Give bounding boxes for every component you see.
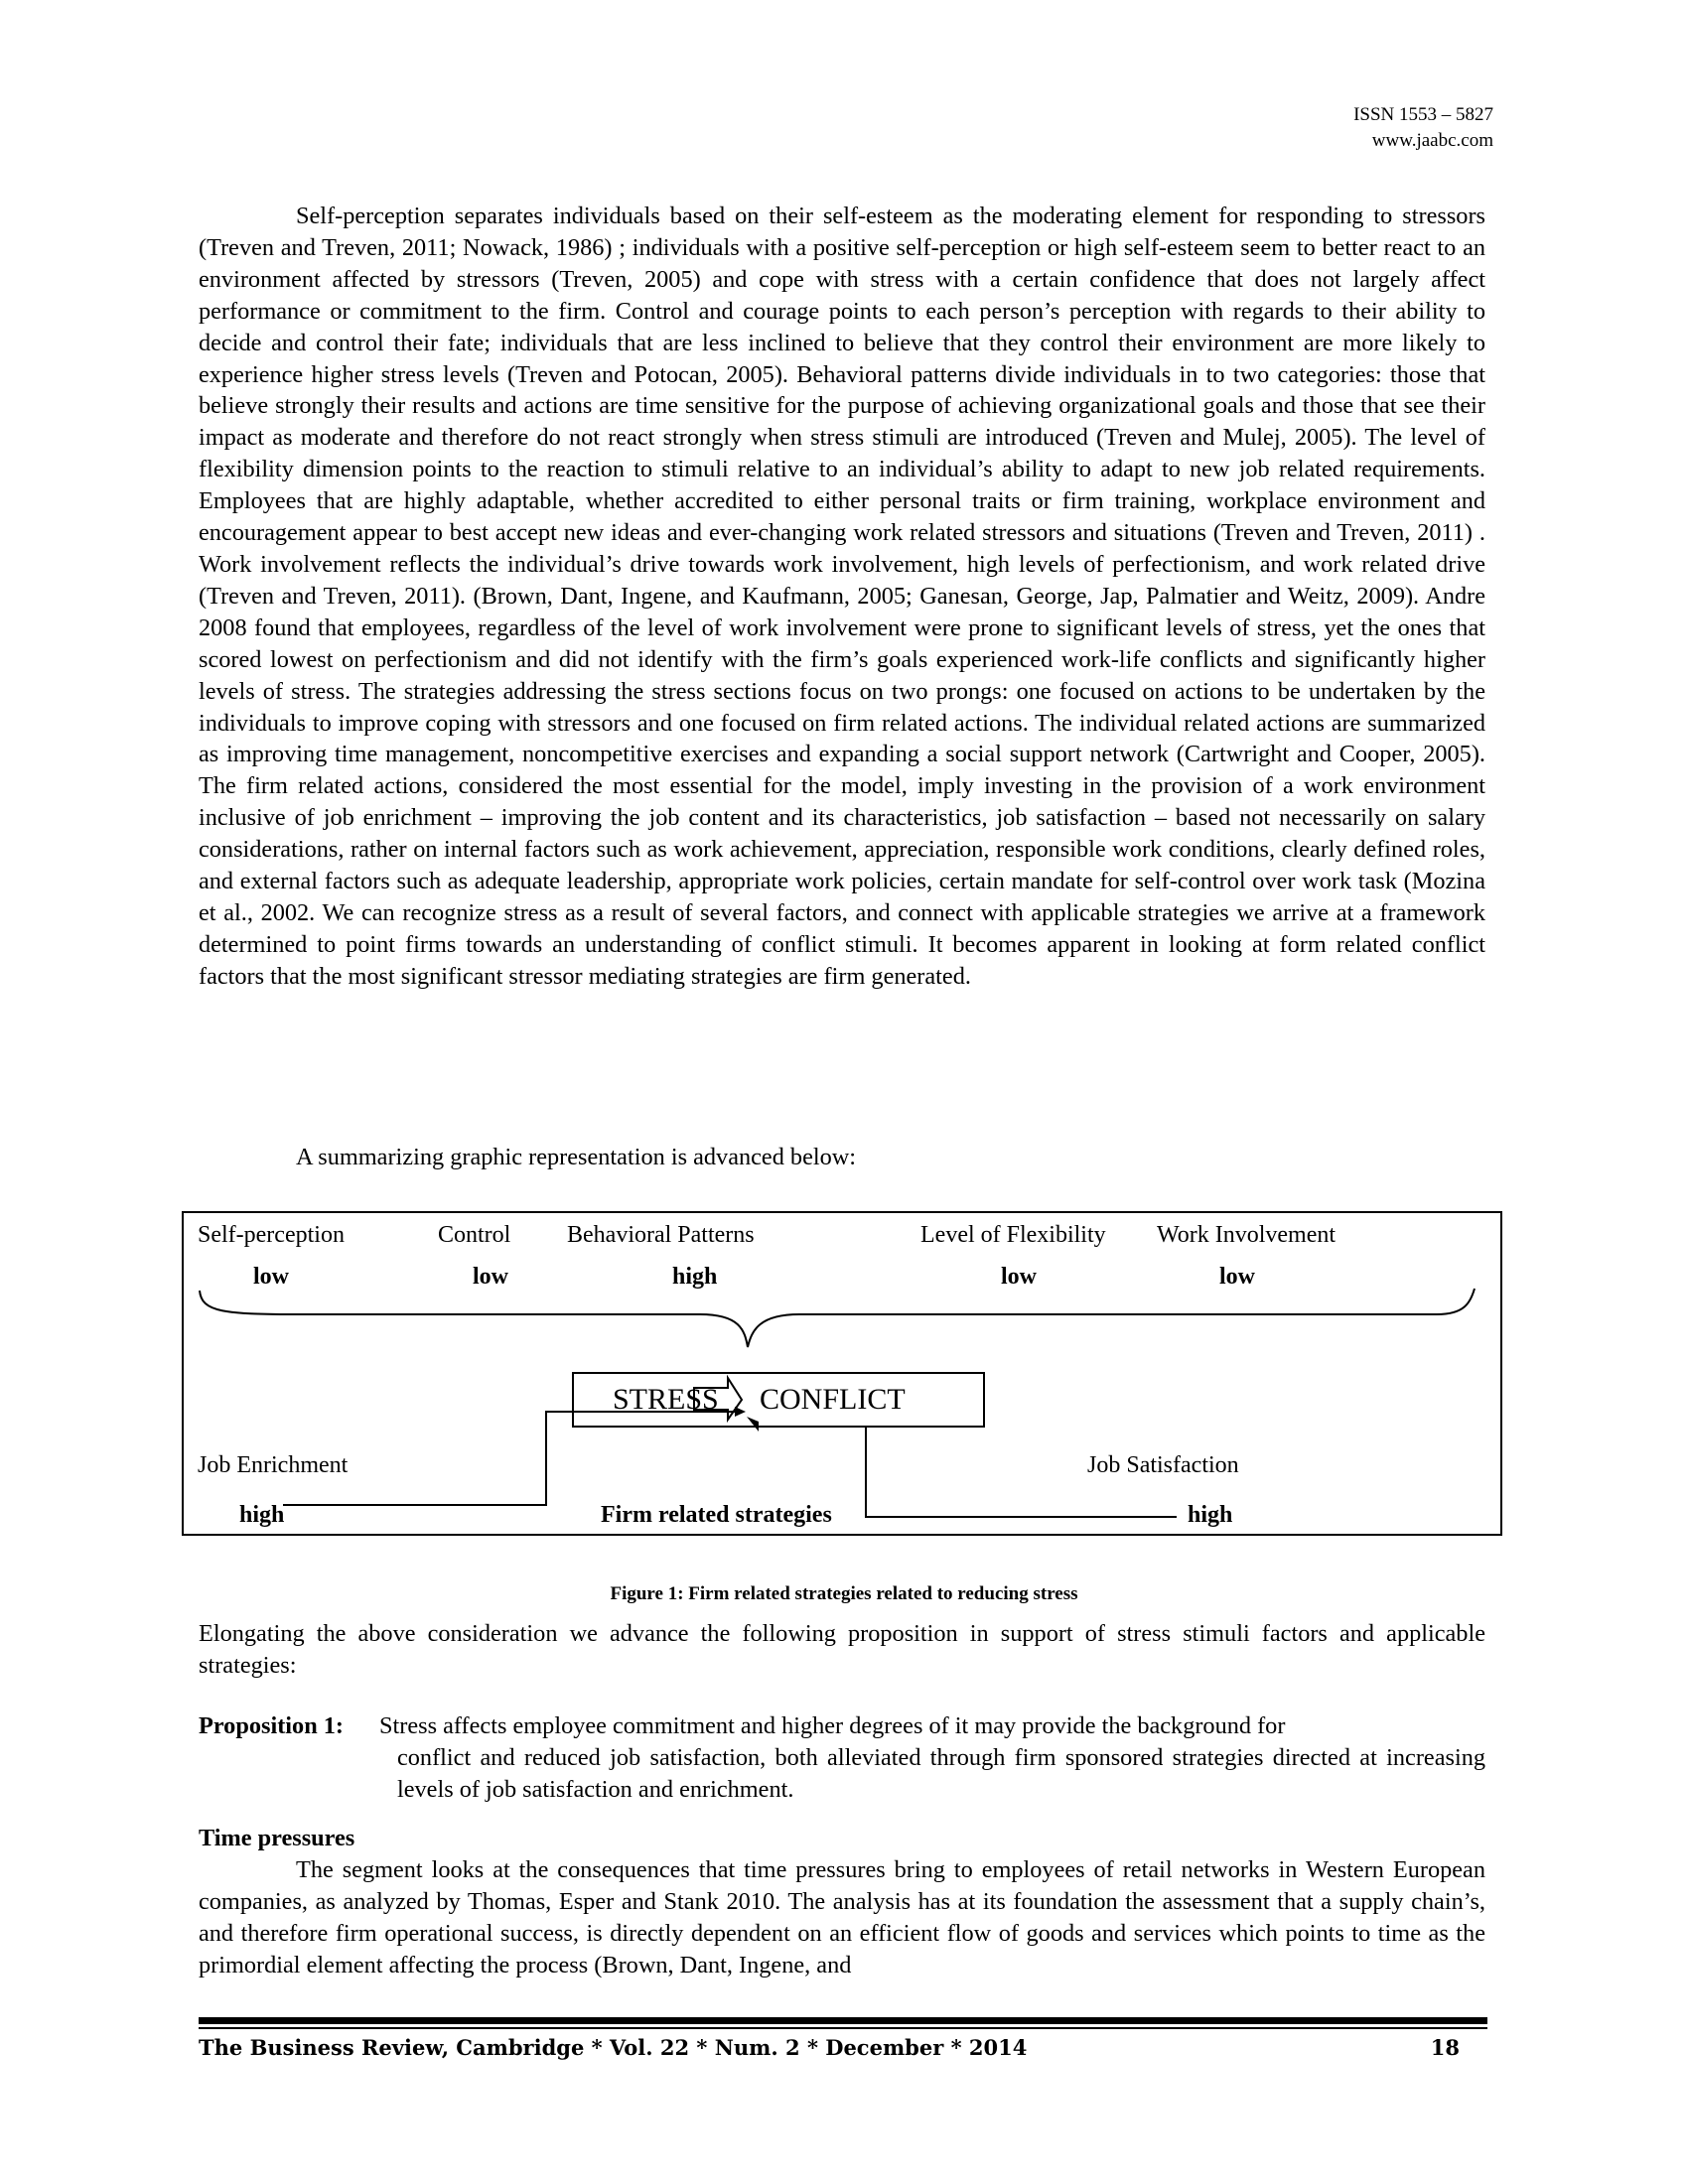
- conflict-label: CONFLICT: [760, 1383, 906, 1416]
- proposition-label: Proposition 1:: [199, 1712, 345, 1739]
- website-label: www.jaabc.com: [1371, 130, 1493, 151]
- factor-level-self-perception: low: [253, 1264, 289, 1290]
- job-satisfaction-level: high: [1188, 1502, 1233, 1528]
- job-enrichment-label: Job Enrichment: [198, 1452, 349, 1478]
- stress-label: STRESS: [613, 1383, 719, 1416]
- page-number: 18: [1430, 2035, 1460, 2060]
- body-paragraph-1: Self-perception separates individuals based on their self-esteem as the moderating element for responding to stressors (Treven and Treven, 2011; Nowack, 1986) ; individuals with a positive self-perception or high self-esteem seem to better react to an environment affected by stressors (Treven, 2005) and cope with stress with a certain confidence that does not largely affect performance or commitment to the firm. Control and courage points to each person’s perception with regards to their ability to decide and control their fate; individuals that are less inclined to believe that they control their environment are more likely to experience higher stress levels (Treven and Potocan, 2005). Behavioral patterns divide individuals in to two categories: those that believe strongly their results and actions are time sensitive for the purpose of achieving organizational goals and those that see their impact as moderate and therefore do not react strongly when stress stimuli are introduced (Treven and Mulej, 2005). The level of flexibility dimension points to the reaction to stimuli relative to an individual’s ability to adapt to new job related requirements. Employees that are highly adaptable, whether accredited to either personal traits or firm training, workplace environment and encouragement appear to best accept new ideas and ever-changing work related stressors and situations (Treven and Treven, 2011) . Work involvement reflects the individual’s drive towards work involvement, high levels of perfectionism, and work related drive (Treven and Treven, 2011). (Brown, Dant, Ingene, and Kaufmann, 2005; Ganesan, George, Jap, Palmatier and Weitz, 2009). Andre 2008 found that employees, regardless of the level of work involvement were prone to significant levels of stress, yet the ones that scored lowest on perfectionism and did not identify with the firm’s goals experienced work-life conflicts and significantly higher levels of stress. The strategies addressing the stress sections focus on two prongs: one focused on actions to be undertaken by the individuals to improve coping with stressors and one focused on firm related actions. The individual related actions are summarized as improving time management, noncompetitive exercises and expanding a social support network (Cartwright and Cooper, 2005). The firm related actions, considered the most essential for the model, imply investing in the provision of a work environment inclusive of job enrichment – improving the job content and its characteristics, job satisfaction – based not necessarily on salary considerations, rather on internal factors such as work achievement, appreciation, responsible work conditions, clearly defined roles, and external factors such as adequate leadership, appropriate work policies, certain mandate for self-control over work task (Mozina et al., 2002. We can recognize stress as a result of several factors, and connect with applicable strategies we arrive at a framework determined to point firms towards an understanding of conflict stimuli. It becomes apparent in looking at form related conflict factors that the most significant stressor mediating strategies are firm generated.: [199, 203, 1485, 990]
- factor-level-work-involvement: low: [1219, 1264, 1255, 1290]
- footer-rule-thin: [199, 2027, 1487, 2029]
- factor-level-behavioral-patterns: high: [672, 1264, 718, 1290]
- footer-journal: The Business Review, Cambridge * Vol. 22 * Num. 2 * December * 2014: [199, 2035, 1028, 2060]
- section-heading: Time pressures: [199, 1825, 355, 1851]
- proposition-rest: conflict and reduced job satisfaction, both alleviated through firm sponsored strategies directed at increasing levels of job satisfaction and enrichment.: [397, 1743, 1485, 1803]
- figure-caption: Figure 1: Firm related strategies related to reducing stress: [610, 1583, 1078, 1604]
- job-satisfaction-label: Job Satisfaction: [1087, 1452, 1239, 1478]
- factor-label-control: Control: [438, 1222, 511, 1248]
- proposition-first-line: Stress affects employee commitment and higher degrees of it may provide the background for: [379, 1712, 1286, 1739]
- issn-label: ISSN 1553 – 5827: [1353, 104, 1493, 125]
- footer-rule-thick: [199, 2017, 1487, 2024]
- factor-label-self-perception: Self-perception: [198, 1222, 345, 1248]
- figure-lines: [184, 1213, 1500, 1534]
- factor-level-level-of-flexibility: low: [1001, 1264, 1037, 1290]
- job-enrichment-level: high: [239, 1502, 285, 1528]
- body-paragraph-3: The segment looks at the consequences that time pressures bring to employees of retail networks in Western European companies, as analyzed by Thomas, Esper and Stank 2010. The analysis has at its foundation the assessment that a supply chain’s, and therefore firm operational success, is directly dependent on an efficient flow of goods and services which points to time as the primordial element affecting the process (Brown, Dant, Ingene, and: [199, 1856, 1485, 1979]
- factors-brace: [200, 1289, 1475, 1347]
- page-footer: [199, 2035, 1460, 2060]
- journal-header: [1353, 102, 1493, 154]
- figure-intro-line: A summarizing graphic representation is advanced below:: [296, 1144, 857, 1170]
- firm-strategies-label: Firm related strategies: [601, 1502, 832, 1528]
- factor-label-level-of-flexibility: Level of Flexibility: [920, 1222, 1106, 1248]
- factor-label-behavioral-patterns: Behavioral Patterns: [567, 1222, 755, 1248]
- figure-stress-strategies: [182, 1211, 1502, 1536]
- factor-level-control: low: [473, 1264, 508, 1290]
- body-paragraph-2: Elongating the above consideration we advance the following proposition in support of stress stimuli factors and applicable strategies:: [199, 1620, 1485, 1679]
- factor-label-work-involvement: Work Involvement: [1157, 1222, 1336, 1248]
- proposition-text: [379, 1710, 1485, 1806]
